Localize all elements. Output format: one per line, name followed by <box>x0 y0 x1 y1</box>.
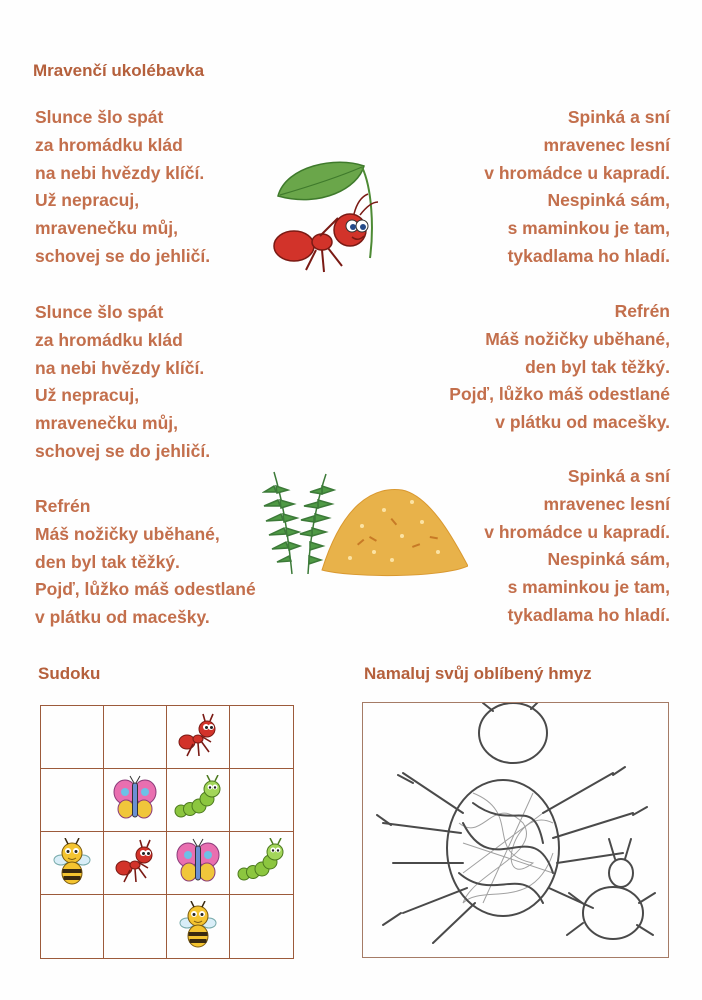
verse-line: Spinká a sní <box>567 466 670 486</box>
sudoku-cell-empty[interactable] <box>230 895 294 959</box>
sudoku-title: Sudoku <box>38 664 101 683</box>
verse-line: Slunce šlo spát <box>35 302 164 322</box>
left-verse-3 <box>35 493 256 632</box>
verse-line: Refrén <box>614 301 670 321</box>
verse-line: mravenec lesní <box>543 134 670 155</box>
sudoku-cell-empty[interactable] <box>41 706 105 770</box>
verse-line: tykadlama ho hladí. <box>507 245 670 266</box>
left-verse-2 <box>35 299 210 466</box>
butterfly-icon <box>110 775 160 825</box>
sudoku-cell-empty[interactable] <box>104 706 168 770</box>
verse-line: Pojď, lůžko máš odestlané <box>35 579 256 600</box>
verse-line: Už nepracuj, <box>35 385 140 406</box>
verse-line: Už nepracuj, <box>35 190 140 211</box>
verse-line: mravenec lesní <box>543 493 670 514</box>
verse-line: v hromádce u kapradí. <box>484 521 670 542</box>
bee-icon <box>47 838 97 888</box>
ant-with-leaf-illustration <box>266 158 390 286</box>
sudoku-cell-empty[interactable] <box>230 706 294 770</box>
verse-line: Máš nožičky uběhané, <box>485 328 670 349</box>
verse-line: za hromádku klád <box>35 134 183 155</box>
sudoku-cell-empty[interactable] <box>230 769 294 833</box>
verse-line: schovej se do jehličí. <box>35 245 211 266</box>
ant-icon <box>110 838 160 888</box>
sudoku-cell-empty[interactable] <box>104 895 168 959</box>
verse-line: tykadlama ho hladí. <box>507 604 670 625</box>
child-drawing-insect <box>363 703 668 957</box>
verse-line: v plátku od macešky. <box>495 412 670 433</box>
drawing-title: Namaluj svůj oblíbený hmyz <box>364 664 592 683</box>
fern-and-anthill-illustration <box>262 466 468 578</box>
verse-line: Máš nožičky uběhané, <box>35 523 220 544</box>
verse-line: s maminkou je tam, <box>507 577 670 598</box>
right-verse-2 <box>449 298 670 437</box>
sudoku-cell-ant[interactable] <box>104 832 168 896</box>
verse-line: mravenečku můj, <box>35 218 178 239</box>
sudoku-cell-empty[interactable] <box>41 895 105 959</box>
verse-line: v hromádce u kapradí. <box>484 162 670 183</box>
verse-line: na nebi hvězdy klíčí. <box>35 162 205 183</box>
sudoku-cell-bee[interactable] <box>167 895 231 959</box>
verse-line: za hromádku klád <box>35 329 183 350</box>
ant-icon <box>173 712 223 762</box>
caterpillar-icon <box>173 775 223 825</box>
verse-line: s maminkou je tam, <box>507 218 670 239</box>
sudoku-cell-butterfly[interactable] <box>167 832 231 896</box>
verse-line: den byl tak těžký. <box>525 356 670 377</box>
right-verse-3 <box>484 463 670 630</box>
verse-line: Refrén <box>35 496 91 516</box>
verse-line: Nespinká sám, <box>547 190 670 211</box>
left-verse-1 <box>35 104 210 271</box>
verse-line: Pojď, lůžko máš odestlané <box>449 384 670 405</box>
sudoku-cell-bee[interactable] <box>41 832 105 896</box>
butterfly-icon <box>173 838 223 888</box>
verse-line: den byl tak těžký. <box>35 551 180 572</box>
bee-icon <box>173 901 223 951</box>
verse-line: mravenečku můj, <box>35 413 178 434</box>
page-title: Mravenčí ukolébavka <box>33 61 205 80</box>
verse-line: Spinká a sní <box>567 107 670 127</box>
sudoku-cell-empty[interactable] <box>41 769 105 833</box>
verse-line: v plátku od macešky. <box>35 607 210 628</box>
right-verse-1 <box>484 104 670 271</box>
verse-line: schovej se do jehličí. <box>35 440 211 461</box>
sudoku-cell-caterpillar[interactable] <box>167 769 231 833</box>
sudoku-cell-butterfly[interactable] <box>104 769 168 833</box>
sudoku-cell-caterpillar[interactable] <box>230 832 294 896</box>
caterpillar-icon <box>236 838 286 888</box>
drawing-area[interactable] <box>362 702 669 958</box>
sudoku-cell-ant[interactable] <box>167 706 231 770</box>
sudoku-grid <box>40 705 294 959</box>
verse-line: Nespinká sám, <box>547 549 670 570</box>
verse-line: na nebi hvězdy klíčí. <box>35 357 205 378</box>
verse-line: Slunce šlo spát <box>35 107 164 127</box>
